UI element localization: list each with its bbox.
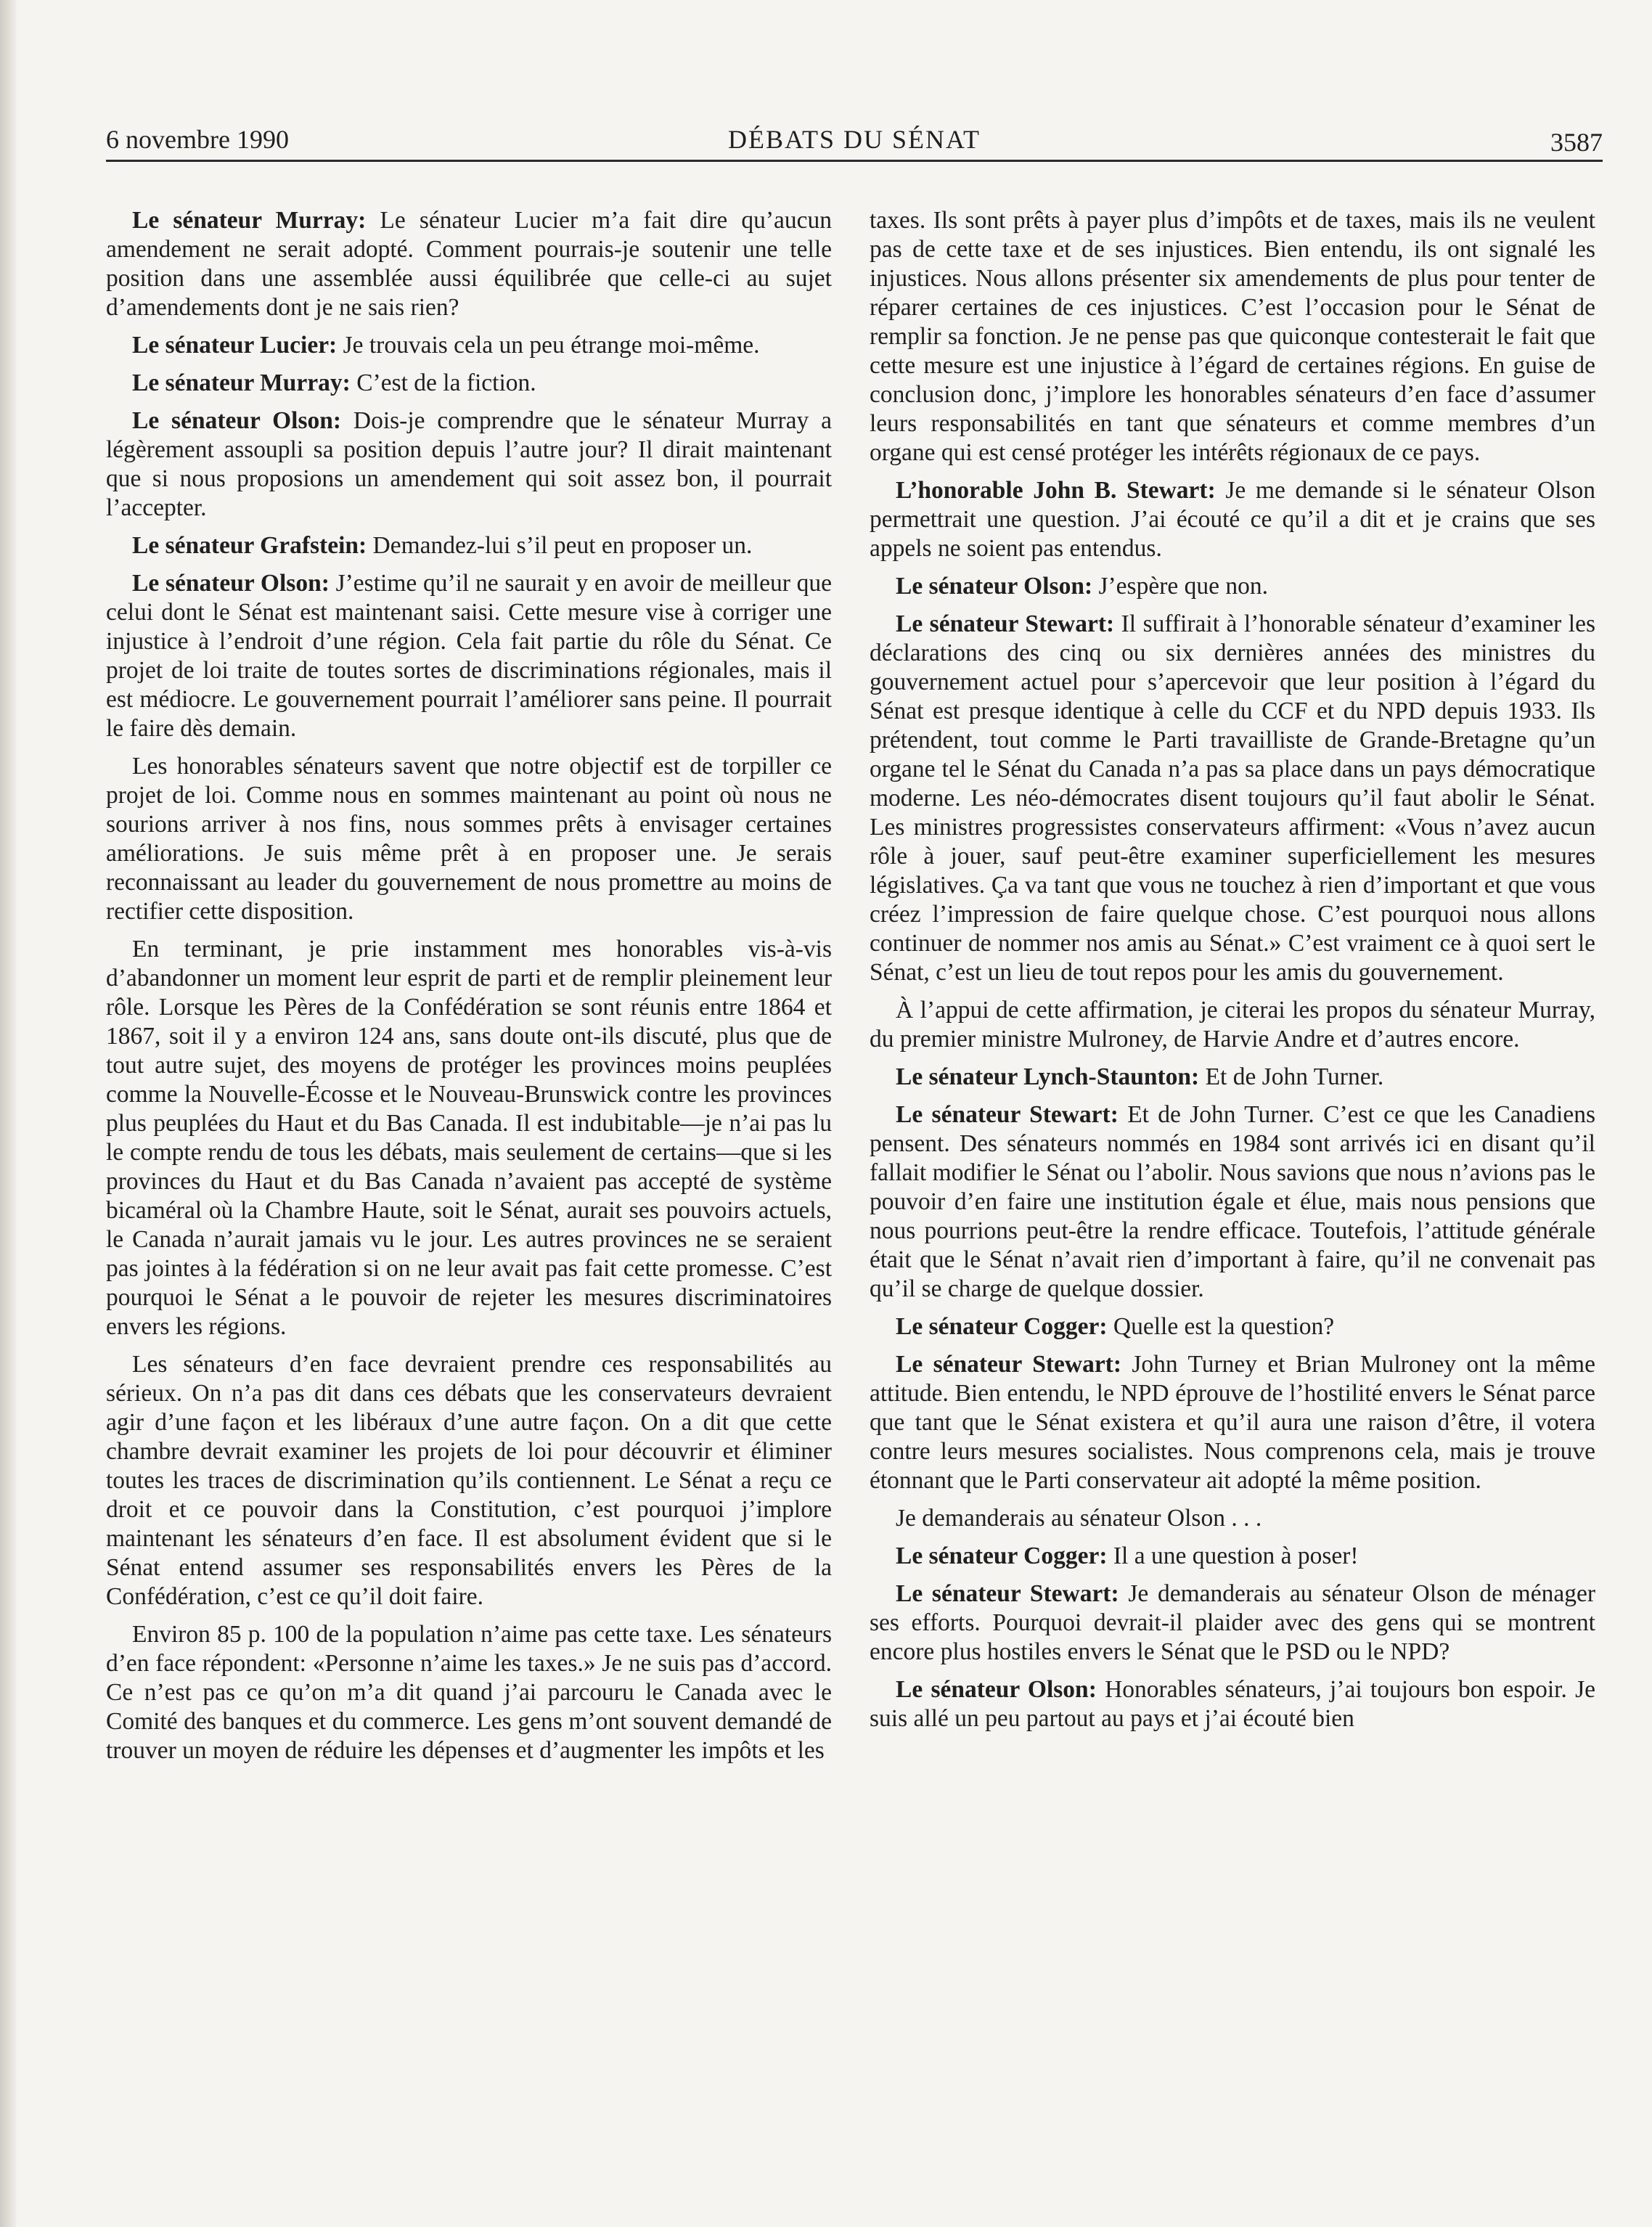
paragraph bbox=[870, 610, 1595, 987]
speaker-name: Le sénateur Olson: bbox=[132, 407, 342, 434]
paragraph-text: Dois-je comprendre que le sénateur Murray a légèrement assoupli sa position depuis l’autre jour? Il dirait maintenant que si nous proposions un amendement qui soit assez bon, il pourrait l’accepter. bbox=[106, 407, 832, 521]
paragraph bbox=[106, 331, 832, 360]
paragraph-text: John Turney et Brian Mulroney ont la même attitude. Bien entendu, le NPD éprouve de l’hostilité envers le Sénat parce que tant que le Sénat existera et qu’il aura une raison d’être, il votera contre leurs mesures socialistes. Nous comprenons cela, mais je trouve étonnant que le Parti conservateur ait adopté la même position. bbox=[870, 1351, 1595, 1494]
speaker-name: Le sénateur Stewart: bbox=[896, 1580, 1119, 1607]
paragraph bbox=[106, 206, 832, 322]
left-column bbox=[106, 206, 832, 1774]
paragraph-text: Le sénateur Lucier m’a fait dire qu’aucun amendement ne serait adopté. Comment pourrais-je soutenir une telle position dans une assemblée aussi équilibrée que celle-ci au sujet d’amendements dont je ne sais rien? bbox=[106, 207, 832, 321]
paragraph-text: taxes. Ils sont prêts à payer plus d’impôts et de taxes, mais ils ne veulent pas de cette taxe et de ses injustices. Bien entendu, ils ont signalé les injustices. Nous allons présenter six amendements de plus pour tenter de réparer certaines de ces injustices. C’est l’occasion pour le Sénat de remplir sa fonction. Je ne pense pas que quiconque contesterait le fait que cette mesure est une injustice à l’égard de certaines régions. En guise de conclusion donc, j’implore les honorables sénateurs d’en face d’assumer leurs responsabilités en tant que sénateurs et comme membres d’un organe qui est censé protéger les intérêts régionaux de ce pays. bbox=[870, 207, 1595, 466]
paragraph bbox=[870, 1350, 1595, 1495]
paragraph bbox=[870, 1504, 1595, 1533]
paragraph bbox=[870, 206, 1595, 467]
paragraph bbox=[870, 572, 1595, 601]
paragraph-text: Honorables sénateurs, j’ai toujours bon espoir. Je suis allé un peu partout au pays et j’ai écouté bien bbox=[870, 1676, 1596, 1732]
paragraph-text: Quelle est la question? bbox=[1107, 1313, 1335, 1340]
paragraph-text: J’estime qu’il ne saurait y en avoir de meilleur que celui dont le Sénat est maintenant saisi. Cette mesure vise à corriger une injustice à l’endroit d’une région. Cela fait partie du rôle du Sénat. Ce projet de loi traite de toutes sortes de discriminations régionales, mais il est médiocre. Le gouvernement pourrait l’améliorer sans peine. Il pourrait le faire dès demain. bbox=[106, 570, 832, 742]
paragraph bbox=[870, 1312, 1595, 1341]
speaker-name: L’honorable John B. Stewart: bbox=[896, 477, 1216, 504]
scan-edge bbox=[0, 0, 16, 2227]
paragraph-text: C’est de la fiction. bbox=[350, 369, 536, 396]
speaker-name: Le sénateur Olson: bbox=[896, 573, 1093, 600]
speaker-name: Le sénateur Murray: bbox=[132, 369, 351, 396]
speaker-name: Le sénateur Olson: bbox=[132, 570, 330, 597]
speaker-name: Le sénateur Cogger: bbox=[896, 1542, 1108, 1569]
paragraph-text: Les sénateurs d’en face devraient prendre ces responsabilités au sérieux. On n’a pas dit dans ces débats que les conservateurs devraient agir d’une façon et les libéraux d’une autre façon. On a dit que cette chambre devrait examiner les projets de loi pour découvrir et éliminer toutes les traces de discrimination qu’ils contiennent. Le Sénat a reçu ce droit et ce pouvoir dans la Constitution, c’est pourquoi j’implore maintenant les sénateurs d’en face. Il est absolument évident que si le Sénat entend assumer ses responsabilités envers les Pères de la Confédération, c’est ce qu’il doit faire. bbox=[106, 1351, 832, 1610]
paragraph-text: Demandez-lui s’il peut en proposer un. bbox=[367, 532, 753, 559]
paragraph bbox=[106, 1350, 832, 1611]
paragraph-text: En terminant, je prie instamment mes honorables vis-à-vis d’abandonner un moment leur esprit de parti et de remplir pleinement leur rôle. Lorsque les Pères de la Confédération se sont réunis entre 1864 et 1867, soit il y a environ 124 ans, sans doute ont-ils discuté, plus que de tout autre sujet, des moyens de protéger les provinces moins peuplées comme la Nouvelle-Écosse et le Nouveau-Brunswick contre les provinces plus peuplées du Haut et du Bas Canada. Il est indubitable—je n’ai pas lu le compte rendu de tous les débats, mais seulement de certains—que si les provinces du Haut et du Bas Canada n’avaient pas accepté de système bicaméral où la Chambre Haute, soit le Sénat, aurait ses pouvoirs actuels, le Canada n’aurait jamais vu le jour. Les autres provinces ne se seraient pas jointes à la fédération si on ne leur avait pas fait cette promesse. C’est pourquoi le Sénat a le pouvoir de rejeter les mesures discriminatoires envers les régions. bbox=[106, 936, 832, 1340]
paragraph-text: J’espère que non. bbox=[1092, 573, 1268, 600]
header-date: 6 novembre 1990 bbox=[106, 125, 289, 154]
speaker-name: Le sénateur Lucier: bbox=[132, 332, 338, 359]
speaker-name: Le sénateur Stewart: bbox=[896, 1351, 1121, 1378]
paragraph bbox=[870, 1675, 1595, 1733]
paragraph bbox=[106, 1620, 832, 1765]
speaker-name: Le sénateur Stewart: bbox=[896, 610, 1115, 637]
paragraph bbox=[106, 569, 832, 743]
paragraph bbox=[870, 476, 1595, 563]
paragraph-text: Je trouvais cela un peu étrange moi-même. bbox=[337, 332, 760, 359]
speaker-name: Le sénateur Olson: bbox=[896, 1676, 1097, 1703]
paragraph bbox=[870, 1542, 1595, 1571]
paragraph bbox=[106, 406, 832, 523]
paragraph-text: Environ 85 p. 100 de la population n’aime pas cette taxe. Les sénateurs d’en face répondent: «Personne n’aime les taxes.» Je ne suis pas d’accord. Ce n’est pas ce qu’on m’a dit quand j’ai parcouru le Canada avec le Comité des banques et du commerce. Les gens m’ont souvent demandé de trouver un moyen de réduire les dépenses et d’augmenter les impôts et les bbox=[106, 1621, 832, 1764]
paragraph bbox=[106, 531, 832, 560]
speaker-name: Le sénateur Murray: bbox=[132, 207, 367, 234]
header-title: DÉBATS DU SÉNAT bbox=[727, 125, 981, 154]
paragraph-text: À l’appui de cette affirmation, je citerai les propos du sénateur Murray, du premier ministre Mulroney, de Harvie Andre et d’autres encore. bbox=[870, 997, 1595, 1053]
paragraph bbox=[870, 1580, 1595, 1667]
speaker-name: Le sénateur Stewart: bbox=[896, 1101, 1119, 1128]
paragraph bbox=[870, 1100, 1595, 1304]
paragraph-text: Et de John Turner. C’est ce que les Canadiens pensent. Des sénateurs nommés en 1984 sont arrivés ici en disant qu’il fallait modifier le Sénat ou l’abolir. Nous savions que nous n’avions pas le pouvoir d’en faire une institution égale et élue, mais nous pensions que nous pourrions peut-être la rendre efficace. Toutefois, l’attitude générale était que le Sénat n’avait rien d’important à faire, qu’il ne convenait pas qu’il se charge de quelque dossier. bbox=[870, 1101, 1595, 1302]
paragraph-text: Il a une question à poser! bbox=[1107, 1542, 1359, 1569]
speaker-name: Le sénateur Cogger: bbox=[896, 1313, 1108, 1340]
paragraph-text: Et de John Turner. bbox=[1199, 1063, 1384, 1090]
paragraph-text: Il suffirait à l’honorable sénateur d’examiner les déclarations des cinq ou six dernières années des ministres du gouvernement actuel pour s’apercevoir que leur position à l’égard du Sénat est presque identique à celle du CCF et du NPD depuis 1933. Ils prétendent, tout comme le Parti travailliste de Grande-Bretagne qu’un organe tel le Sénat du Canada n’a pas sa place dans un pays démocratique moderne. Les néo-démocrates disent toujours qu’il faut abolir le Sénat. Les ministres progressistes conservateurs affirment: «Vous n’avez aucun rôle à jouer, sauf peut-être examiner superficiellement les mesures législatives. Ça va tant que vous ne touchez à rien d’important et que vous créez l’impression de faire quelque chose. C’est pourquoi nous allons continuer de nommer nos amis au Sénat.» C’est vraiment ce à quoi sert le Sénat, c’est un lieu de tout repos pour les amis du gouvernement. bbox=[870, 610, 1596, 986]
paragraph bbox=[870, 1063, 1595, 1092]
page-number: 3587 bbox=[1550, 128, 1603, 157]
paragraph bbox=[106, 935, 832, 1341]
speaker-name: Le sénateur Grafstein: bbox=[132, 532, 367, 559]
right-column bbox=[870, 206, 1595, 1742]
running-header bbox=[106, 122, 1603, 162]
paragraph-text: Je me demande si le sénateur Olson permettrait une question. J’ai écouté ce qu’il a dit et je crains que ses appels ne soient pas entendus. bbox=[870, 477, 1596, 562]
paragraph bbox=[106, 369, 832, 398]
paragraph-text: Je demanderais au sénateur Olson . . . bbox=[896, 1505, 1262, 1532]
paragraph-text: Je demanderais au sénateur Olson de ménager ses efforts. Pourquoi devrait-il plaider avec des gens qui se montrent encore plus hostiles envers le Sénat que le PSD ou le NPD? bbox=[870, 1580, 1595, 1665]
paragraph bbox=[106, 752, 832, 926]
paragraph-text: Les honorables sénateurs savent que notre objectif est de torpiller ce projet de loi. Comme nous en sommes maintenant au point où nous ne sourions arriver à nos fins, nous sommes prêts à envisager certaines améliorations. Je suis même prêt à en proposer une. Je serais reconnaissant au leader du gouvernement de nous promettre au moins de rectifier cette disposition. bbox=[106, 753, 832, 925]
paragraph bbox=[870, 996, 1595, 1054]
speaker-name: Le sénateur Lynch-Staunton: bbox=[896, 1063, 1200, 1090]
